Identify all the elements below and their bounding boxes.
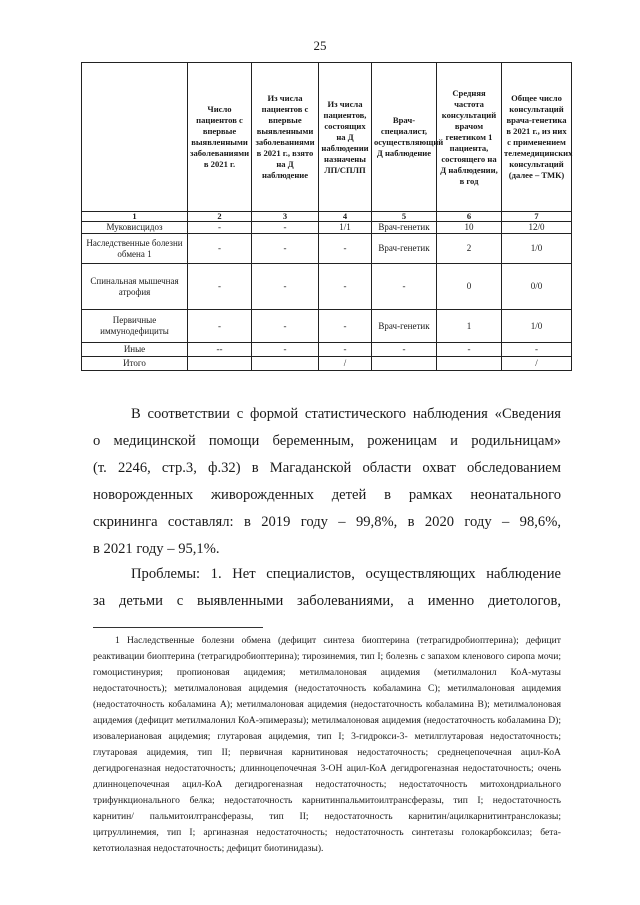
row-name: Первичные иммунодефициты [82, 310, 188, 343]
cell: - [188, 222, 252, 234]
row-name: Наследственные болезни обмена 1 [82, 234, 188, 264]
text-line: за детьми с выявленными заболеваниями, а именно диетологов, [93, 593, 561, 609]
cell: 1/0 [502, 234, 572, 264]
header-cell: Из числа пациентов, состоящих на Д наблюдении назначены ЛП/СПЛП [319, 63, 372, 212]
cell: - [188, 234, 252, 264]
text-line: В соответствии с формой статистического наблюдения «Сведения [131, 406, 561, 422]
column-number: 5 [372, 212, 437, 222]
cell: - [372, 264, 437, 310]
cell [372, 357, 437, 371]
cell: - [437, 343, 502, 357]
table-row [82, 222, 572, 234]
statistics-table [81, 62, 572, 371]
cell: 2 [437, 234, 502, 264]
column-number: 3 [252, 212, 319, 222]
coverage-paragraph [93, 401, 561, 563]
cell: Врач-генетик [372, 222, 437, 234]
row-name: Иные [82, 343, 188, 357]
column-number: 6 [437, 212, 502, 222]
cell: - [319, 310, 372, 343]
table-row [82, 234, 572, 264]
text-line: в 2021 году – 95,1%. [93, 541, 220, 557]
cell [188, 357, 252, 371]
cell: - [252, 234, 319, 264]
table-row [82, 264, 572, 310]
cell [252, 357, 319, 371]
cell: Врач-генетик [372, 310, 437, 343]
text-line: о медицинской помощи беременным, роженицам и родильницам» [93, 433, 561, 449]
cell: 1 [437, 310, 502, 343]
row-name: Спинальная мышечная атрофия [82, 264, 188, 310]
cell: / [502, 357, 572, 371]
cell: / [319, 357, 372, 371]
header-cell: Из числа пациентов с впервые выявленными заболеваниями в 2021 г., взято на Д наблюдение [252, 63, 319, 212]
header-cell: Средняя частота консультаций врачом генетиком 1 пациента, состоящего на Д наблюдении, в год [437, 63, 502, 212]
table-row [82, 343, 572, 357]
column-number: 4 [319, 212, 372, 222]
cell: - [252, 343, 319, 357]
cell: 10 [437, 222, 502, 234]
cell: - [252, 222, 319, 234]
header-cell: Врач-специалист, осуществляющий Д наблюдение [372, 63, 437, 212]
cell: - [319, 343, 372, 357]
header-cell: Число пациентов с впервые выявленными заболеваниями в 2021 г. [188, 63, 252, 212]
table-header-row [82, 63, 572, 212]
cell: - [188, 264, 252, 310]
text-line: скрининга составлял: в 2019 году – 99,8%, в 2020 году – 98,6%, [93, 514, 561, 530]
footnote: 1 Наследственные болезни обмена (дефицит синтеза биоптерина (тетрагидробиоптерина); дефицит реактивации биоптерина (тетрагидробиоптерина); тирозинемия, тип I; болезнь с запахом кленового сиропа мочи; гомоцистинурия; пропионовая ацидемия; метилмалоновая ацидемия (метилмалонил КоА-мутазы недостаточность); метилмалоновая ацидемия (недостаточность кобаламина С); метилмалоновая ацидемия (недостаточность кобаламина А); метилмалоновая ацидемия (недостаточность кобаламина В); метилмалоновая ацидемия (дефицит метилмалонил КоА-эпимеразы); метилмалоновая ацидемия (недостаточность кобаламина D); изовалериановая ацидемия; глутаровая ацидемия, тип I; 3-гидрокси-3- метилглутаровая недостаточность; глутаровая ацидемия, тип II; первичная карнитиновая недостаточность; среднецепочечная ацил-КоА дегидрогеназная недостаточность; длинноцепочечная 3-ОН ацил-КоА дегидрогеназная недостаточность; очень длинноцепочечная ацил-КоА дегидрогеназная недостаточность; недостаточность митохондриального трифункционального белка; недостаточность карнитинпальмитоилтрансферазы, тип I; недостаточность карнитин/ пальмитоилтрансферазы, тип II; недостаточность карнитин/ацилкарнитинтранслоказы; цитруллинемия, тип I; аргиназная недостаточность; недостаточность синтетазы голокарбоксилаз; бета-кетотиолазная недостаточность; дефицит биотинидазы). [93, 635, 561, 854]
cell: 1/1 [319, 222, 372, 234]
table-row [82, 357, 572, 371]
column-number: 1 [82, 212, 188, 222]
cell: - [502, 343, 572, 357]
row-name: Итого [82, 357, 188, 371]
cell: - [319, 234, 372, 264]
header-cell [82, 63, 188, 212]
problems-paragraph [93, 561, 561, 615]
cell [437, 357, 502, 371]
cell: 0/0 [502, 264, 572, 310]
page-number: 25 [313, 38, 327, 53]
cell: 0 [437, 264, 502, 310]
cell: 1/0 [502, 310, 572, 343]
column-number-row [82, 212, 572, 222]
cell: -- [188, 343, 252, 357]
text-line: Проблемы: 1. Нет специалистов, осуществляющих наблюдение [131, 566, 561, 582]
column-number: 2 [188, 212, 252, 222]
cell: - [372, 343, 437, 357]
text-line: (т. 2246, стр.3, ф.32) в Магаданской области охват обследованием [93, 460, 561, 476]
cell: - [252, 310, 319, 343]
cell: 12/0 [502, 222, 572, 234]
row-name: Муковисцидоз [82, 222, 188, 234]
cell: Врач-генетик [372, 234, 437, 264]
cell: - [252, 264, 319, 310]
text-line: новорожденных живорожденных детей в рамках неонатального [93, 487, 561, 503]
cell: - [319, 264, 372, 310]
table-row [82, 310, 572, 343]
column-number: 7 [502, 212, 572, 222]
header-cell: Общее число консультаций врача-генетика в 2021 г., из них с применением телемедицинских консультаций (далее – ТМК) [502, 63, 572, 212]
cell: - [188, 310, 252, 343]
footnote-divider [93, 627, 263, 628]
